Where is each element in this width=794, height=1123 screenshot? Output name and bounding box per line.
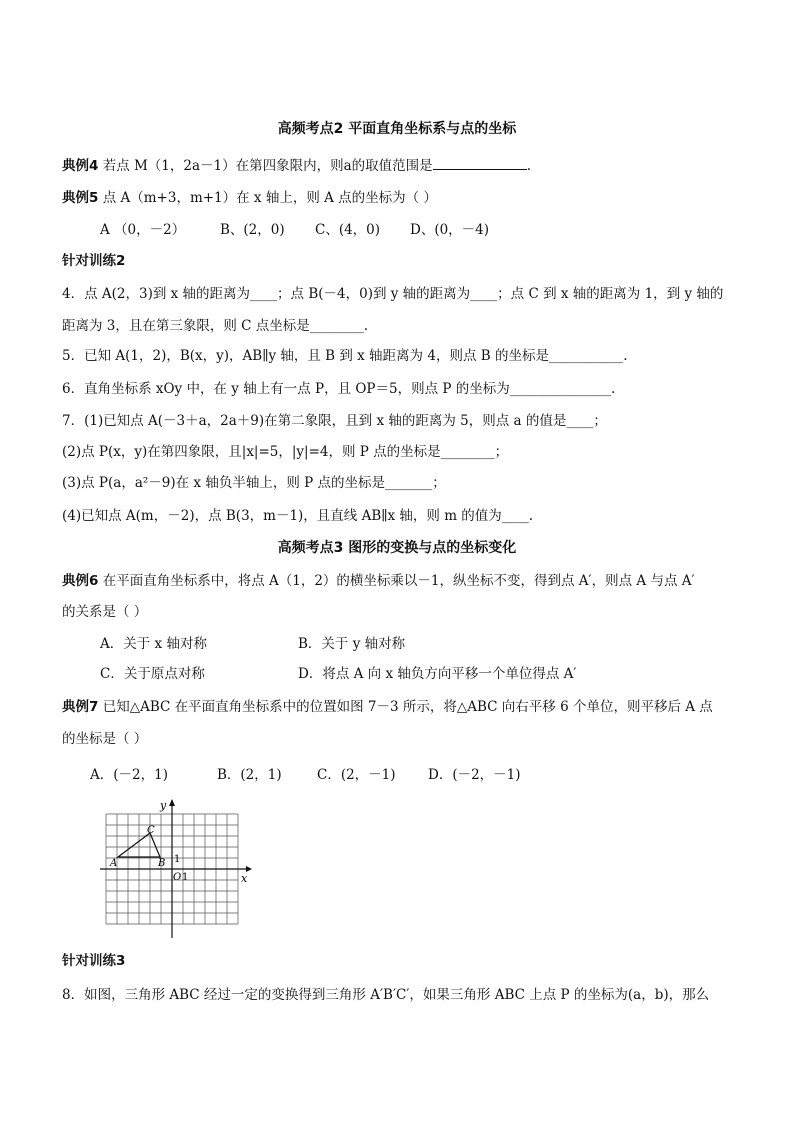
example-7-line-1 (62, 698, 713, 716)
point-label-c: C (147, 825, 155, 836)
question-7-3: (3)点 P(a，a²－9)在 x 轴负半轴上，则 P 点的坐标是_______； (62, 475, 446, 491)
example-6-option-c[interactable]: C．关于原点对称 (100, 666, 205, 682)
example-7-option-a[interactable]: A．(－2，1) (90, 767, 168, 783)
example-6-text: 在平面直角坐标系中，将点 A（1，2）的横坐标乘以－1，纵坐标不变，得到点 A′，则点 A 与点 A′ (98, 573, 695, 589)
example-6-label: 典例6 (62, 573, 99, 589)
example-4 (62, 156, 531, 175)
axis-label-x: x (241, 872, 248, 885)
question-8: 8．如图，三角形 ABC 经过一定的变换得到三角形 A′B′C′，如果三角形 ABC 上点 P 的坐标为(a，b)，那么 (62, 987, 710, 1003)
question-4-line-1: 4．点 A(2，3)到 x 轴的距离为____；点 B(－4，0)到 y 轴的距离为____；点 C 到 x 轴的距离为 1，到 y 轴的 (62, 286, 724, 302)
example-5-option-c[interactable]: C、(4，0) (315, 222, 381, 238)
question-7-2: (2)点 P(x，y)在第四象限，且|x|=5，|y|=4，则 P 点的坐标是________； (62, 444, 509, 460)
example-7-option-d[interactable]: D．(－2，－1) (428, 767, 521, 783)
example-7-option-c[interactable]: C．(2，－1) (317, 767, 396, 783)
training-3-label: 针对训练3 (62, 953, 126, 969)
unit-label-x: 1 (182, 872, 189, 883)
question-7-1: 7．(1)已知点 A(－3＋a，2a＋9)在第二象限，且到 x 轴的距离为 5，则点 a 的值是____； (62, 413, 607, 429)
example-5-option-a[interactable]: A （0，－2） (100, 222, 186, 238)
example-5-option-b[interactable]: B、(2，0) (220, 222, 285, 238)
example-6-option-b[interactable]: B．关于 y 轴对称 (298, 636, 406, 652)
example-5-option-d[interactable]: D、(0，－4) (410, 222, 490, 238)
coordinate-grid-figure (96, 796, 256, 941)
unit-label-y: 1 (174, 854, 181, 865)
question-4-line-2: 距离为 3，且在第三象限，则 C 点坐标是________. (62, 318, 369, 334)
training-2-label: 针对训练2 (62, 253, 126, 269)
section-title-2: 高频考点2 平面直角坐标系与点的坐标 (277, 121, 517, 137)
point-label-b: B (158, 858, 166, 869)
example-4-end: . (526, 158, 531, 174)
y-axis-arrow (169, 799, 175, 806)
point-label-a: A (110, 858, 118, 869)
example-5-label: 典例5 (62, 190, 99, 206)
origin-label: O (173, 872, 182, 883)
example-6-line-2: 的关系是（ ） (62, 604, 148, 620)
example-7-line-2: 的坐标是（ ） (62, 731, 148, 747)
axis-label-y: y (160, 799, 167, 812)
example-7-label: 典例7 (62, 699, 99, 715)
example-6-line-1 (62, 572, 695, 590)
example-7-option-b[interactable]: B．(2，1) (217, 767, 282, 783)
section-title-3: 高频考点3 图形的变换与点的坐标变化 (277, 540, 517, 556)
example-6-option-a[interactable]: A．关于 x 轴对称 (100, 636, 207, 652)
question-6: 6．直角坐标系 xOy 中，在 y 轴上有一点 P，且 OP＝5，则点 P 的坐标为_______________. (62, 381, 616, 397)
example-7-text: 已知△ABC 在平面直角坐标系中的位置如图 7－3 所示，将△ABC 向右平移 6 个单位，则平移后 A 点 (98, 699, 713, 715)
example-4-text: 若点 M（1，2a－1）在第四象限内，则a的取值范围是 (98, 158, 433, 174)
example-4-label: 典例4 (62, 158, 99, 174)
example-5 (62, 189, 437, 207)
example-6-option-d[interactable]: D．将点 A 向 x 轴负方向平移一个单位得点 A′ (298, 666, 577, 682)
question-7-4: (4)已知点 A(m，－2)，点 B(3，m－1)，且直线 AB∥x 轴，则 m 的值为____. (62, 508, 534, 524)
example-5-text: 点 A（m+3，m+1）在 x 轴上，则 A 点的坐标为（ ） (98, 190, 437, 206)
answer-blank[interactable] (433, 156, 527, 170)
question-5: 5．已知 A(1，2)，B(x，y)，AB∥y 轴，且 B 到 x 轴距离为 4，则点 B 的坐标是___________. (62, 348, 628, 364)
